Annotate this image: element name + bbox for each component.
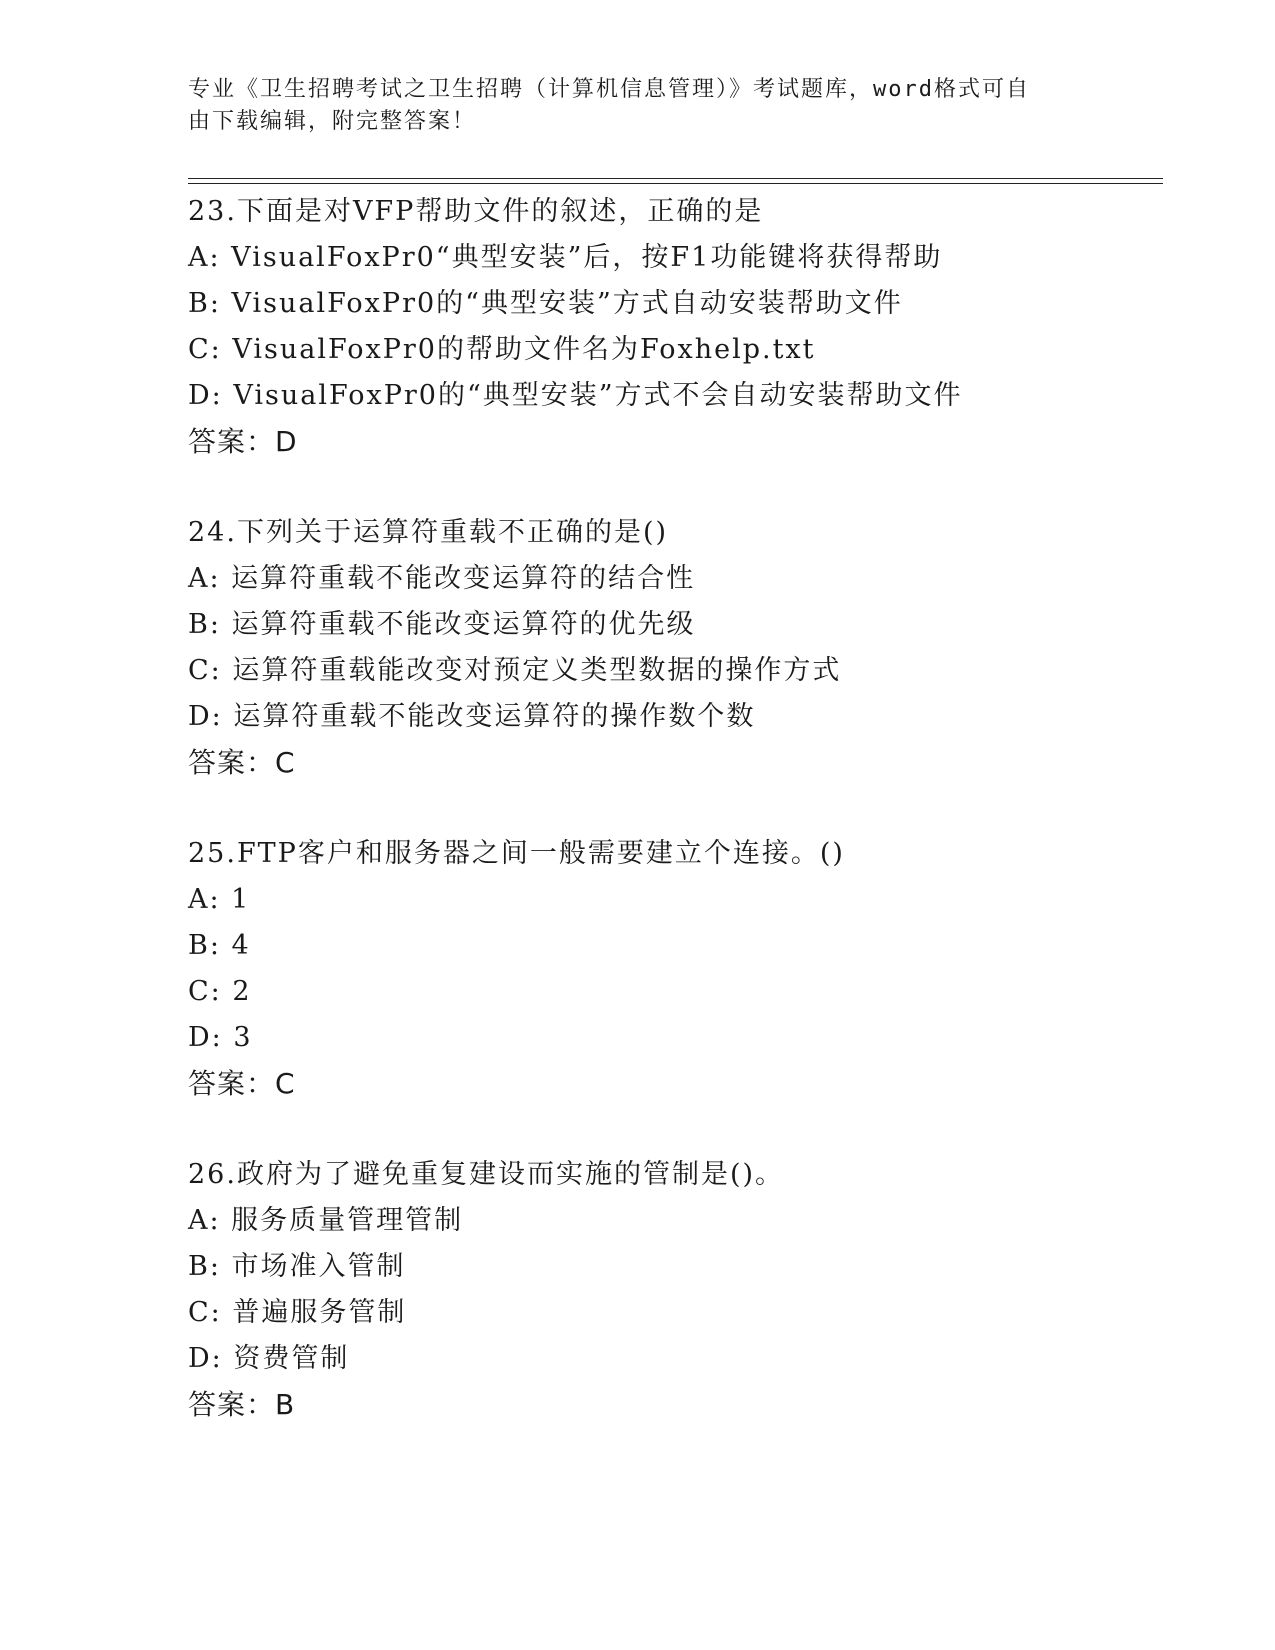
option-c: C: 普遍服务管制 bbox=[188, 1297, 407, 1328]
question-24 bbox=[188, 510, 1168, 786]
question-stem: 23.下面是对VFP帮助文件的叙述，正确的是 bbox=[188, 196, 764, 227]
option-b: B: 4 bbox=[188, 930, 251, 961]
option-c: C: VisualFoxPr0的帮助文件名为Foxhelp.txt bbox=[188, 334, 816, 365]
header-line-1: 专业《卫生招聘考试之卫生招聘（计算机信息管理）》考试题库，word格式可自 bbox=[188, 77, 1030, 102]
question-23 bbox=[188, 189, 1168, 465]
question-25 bbox=[188, 831, 1168, 1107]
header-line-2: 由下载编辑，附完整答案！ bbox=[188, 109, 477, 134]
option-c: C: 2 bbox=[188, 976, 252, 1007]
option-d: D: 运算符重载不能改变运算符的操作数个数 bbox=[188, 701, 756, 732]
answer-text: 答案：C bbox=[188, 746, 296, 779]
header-divider-top bbox=[188, 178, 1163, 179]
question-stem: 24.下列关于运算符重载不正确的是() bbox=[188, 517, 669, 548]
question-stem: 26.政府为了避免重复建设而实施的管制是()。 bbox=[188, 1159, 785, 1190]
option-b: B: 运算符重载不能改变运算符的优先级 bbox=[188, 609, 696, 640]
option-d: D: 资费管制 bbox=[188, 1343, 350, 1374]
option-d: D: 3 bbox=[188, 1022, 253, 1053]
header-divider-bottom bbox=[188, 183, 1163, 184]
option-d: D: VisualFoxPr0的“典型安装”方式不会自动安装帮助文件 bbox=[188, 380, 963, 411]
question-26 bbox=[188, 1152, 1168, 1428]
option-a: A: 1 bbox=[188, 884, 251, 915]
document-header bbox=[188, 74, 1088, 138]
option-c: C: 运算符重载能改变对预定义类型数据的操作方式 bbox=[188, 655, 842, 686]
option-a: A: 运算符重载不能改变运算符的结合性 bbox=[188, 563, 696, 594]
answer-text: 答案：B bbox=[188, 1388, 296, 1421]
option-b: B: 市场准入管制 bbox=[188, 1251, 406, 1282]
answer-text: 答案：C bbox=[188, 1067, 296, 1100]
option-a: A: 服务质量管理管制 bbox=[188, 1205, 464, 1236]
option-b: B: VisualFoxPr0的“典型安装”方式自动安装帮助文件 bbox=[188, 288, 903, 319]
answer-text: 答案：D bbox=[188, 425, 298, 458]
option-a: A: VisualFoxPr0“典型安装”后，按F1功能键将获得帮助 bbox=[188, 242, 943, 273]
question-stem: 25.FTP客户和服务器之间一般需要建立个连接。() bbox=[188, 838, 845, 869]
